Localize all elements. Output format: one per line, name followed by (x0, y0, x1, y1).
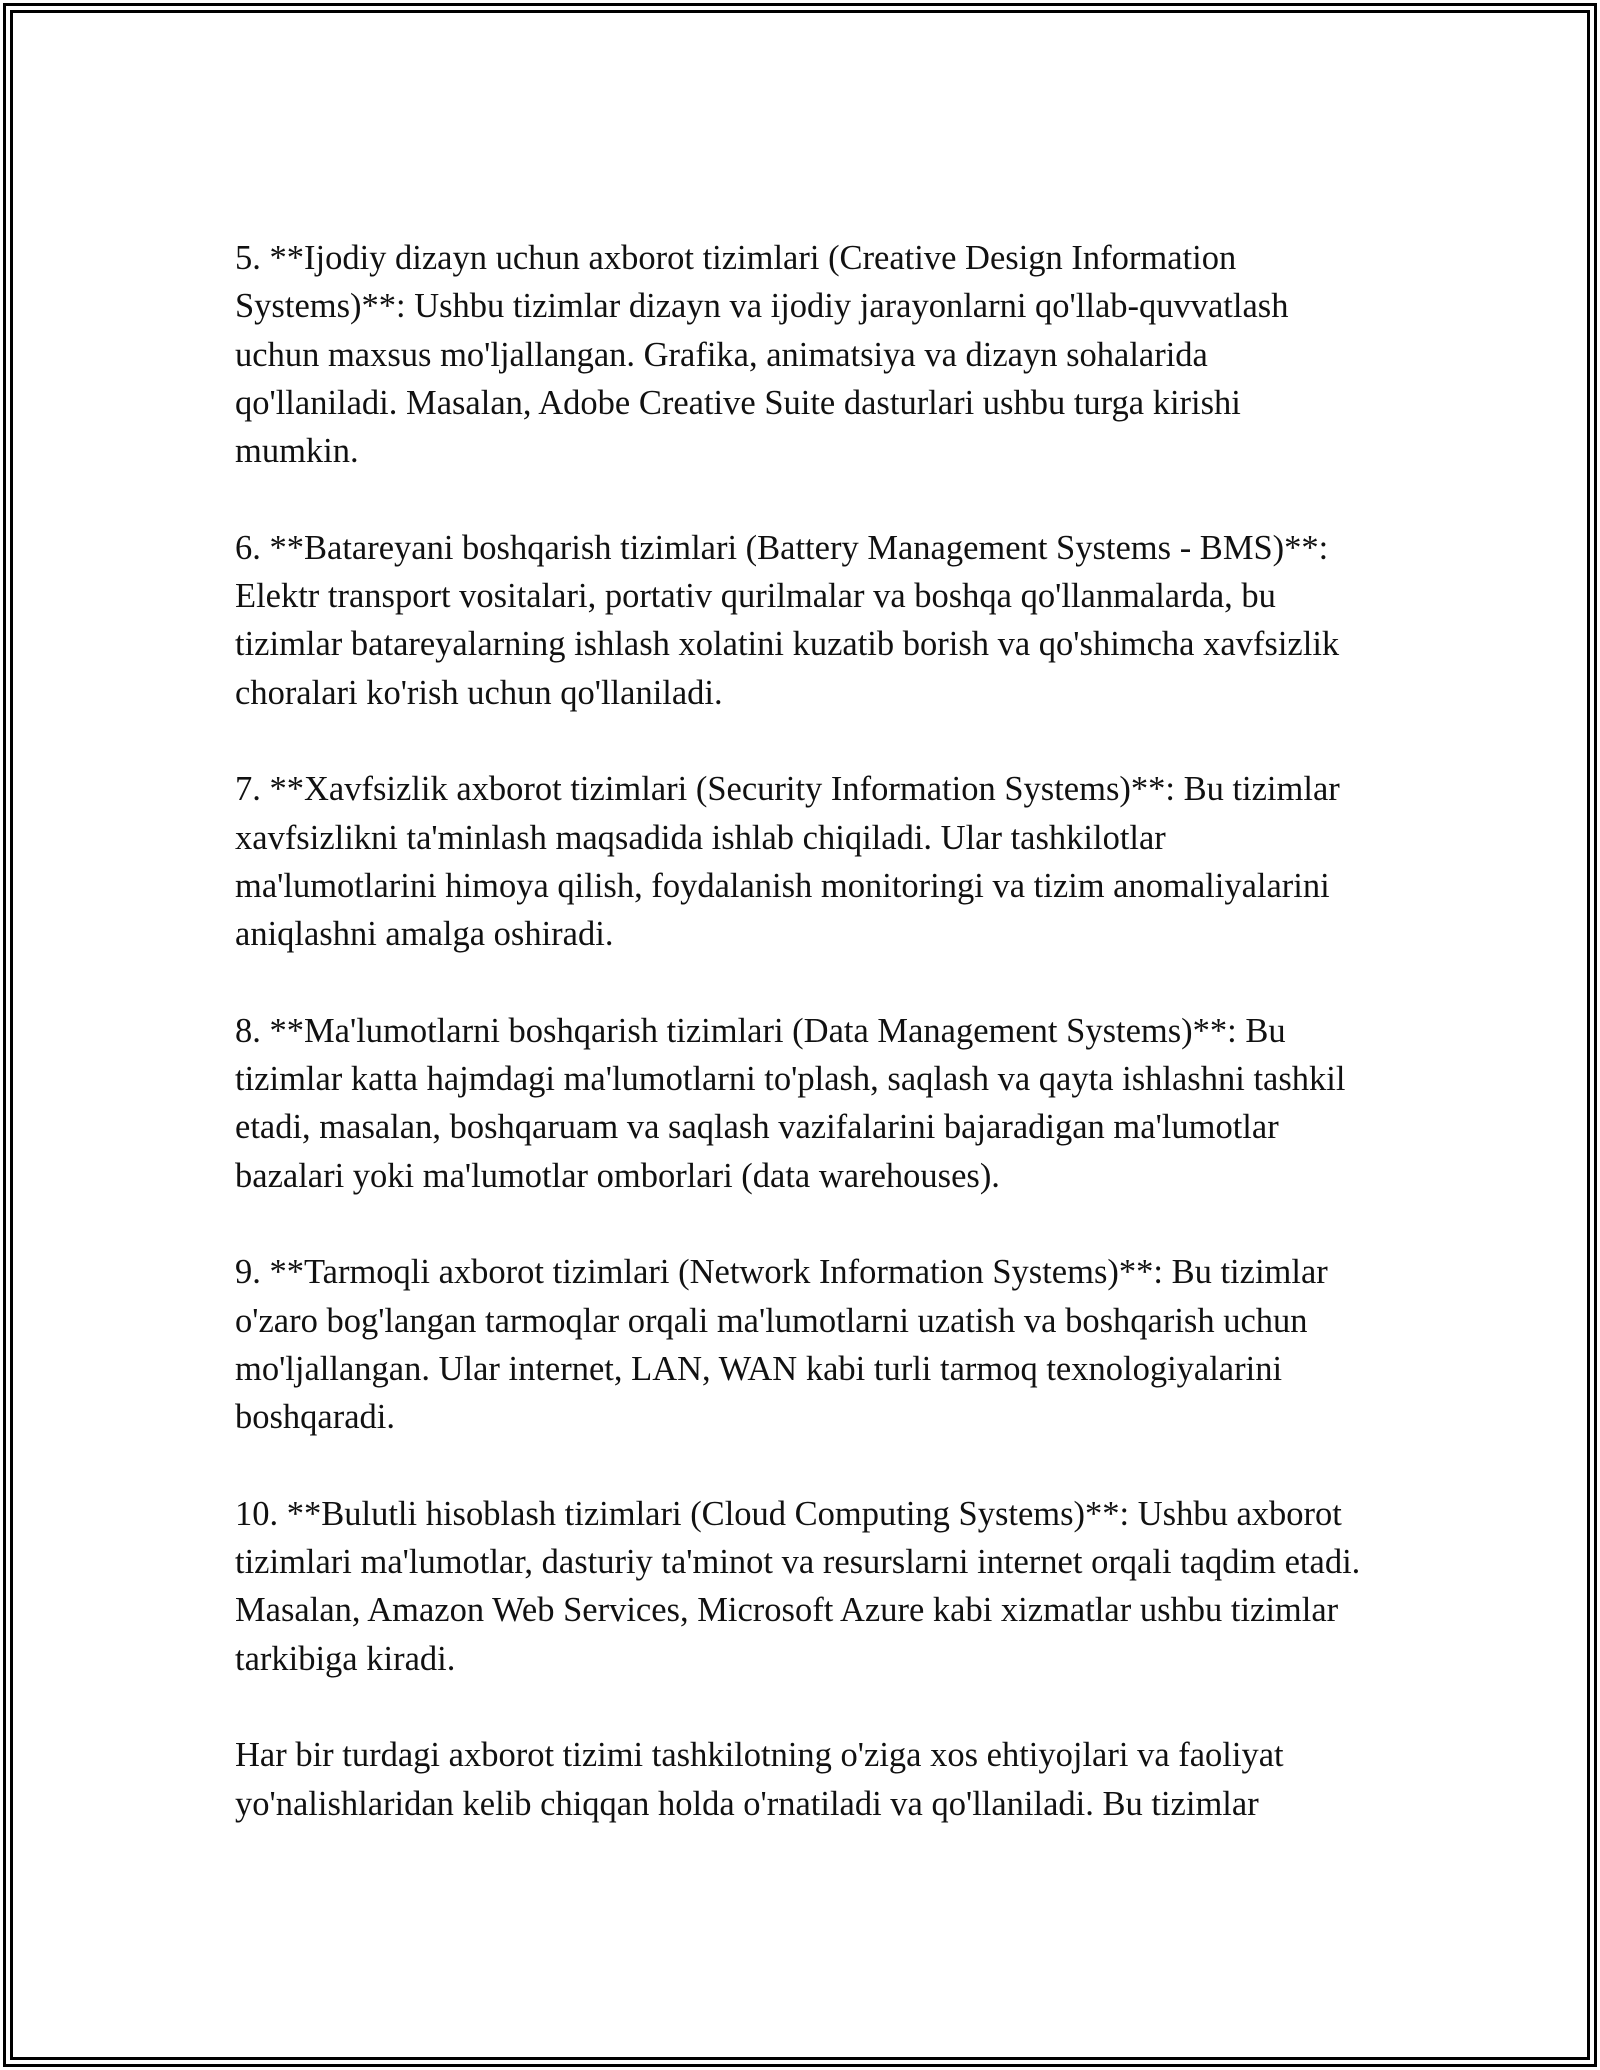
paragraph-security-information-systems: 7. **Xavfsizlik axborot tizimlari (Security Information Systems)**: Bu tizimlar xavfsizlikni ta'minlash maqsadida ishlab chiqiladi. Ular tashkilotlar ma'lumotlarini himoya qilish, foydalanish monitoringi va tizim anomaliyalarini aniqlashni amalga oshiradi. (235, 770, 1340, 954)
paragraph-data-management-systems: 8. **Ma'lumotlarni boshqarish tizimlari (Data Management Systems)**: Bu tizimlar katta hajmdagi ma'lumotlarni to'plash, saqlash va qayta ishlashni tashkil etadi, masalan, boshqaruam va saqlash vazifalarini bajaradigan ma'lumotlar bazalari yoki ma'lumotlar omborlari (data warehouses). (235, 1011, 1346, 1195)
paragraph-cloud-computing-systems: 10. **Bulutli hisoblash tizimlari (Cloud Computing Systems)**: Ushbu axborot tizimlari ma'lumotlar, dasturiy ta'minot va resurslarni internet orqali taqdim etadi. Masalan, Amazon Web Services, Microsoft Azure kabi xizmatlar ushbu tizimlar tarkibiga kiradi. (235, 1494, 1361, 1678)
paragraph-creative-design-systems: 5. **Ijodiy dizayn uchun axborot tizimlari (Creative Design Information Systems)**: Ushbu tizimlar dizayn va ijodiy jarayonlarni qo'llab-quvvatlash uchun maxsus mo'ljallangan. Grafika, animatsiya va dizayn sohalarida qo'llaniladi. Masalan, Adobe Creative Suite dasturlari ushbu turga kirishi mumkin. (235, 239, 1289, 471)
document-body (235, 234, 1370, 1828)
paragraph-conclusion: Har bir turdagi axborot tizimi tashkilotning o'ziga xos ehtiyojlari va faoliyat yo'nalishlaridan kelib chiqqan holda o'rnatiladi va qo'llaniladi. Bu tizimlar (235, 1736, 1284, 1823)
paragraph-battery-management-systems: 6. **Batareyani boshqarish tizimlari (Battery Management Systems - BMS)**: Elektr transport vositalari, portativ qurilmalar va boshqa qo'llanmalarda, bu tizimlar batareyalarning ishlash xolatini kuzatib borish va qo'shimcha xavfsizlik choralari ko'rish uchun qo'llaniladi. (235, 528, 1340, 712)
paragraph-network-information-systems: 9. **Tarmoqli axborot tizimlari (Network Information Systems)**: Bu tizimlar o'zaro bog'langan tarmoqlar orqali ma'lumotlarni uzatish va boshqarish uchun mo'ljallangan. Ular internet, LAN, WAN kabi turli tarmoq texnologiyalarini boshqaradi. (235, 1253, 1328, 1437)
